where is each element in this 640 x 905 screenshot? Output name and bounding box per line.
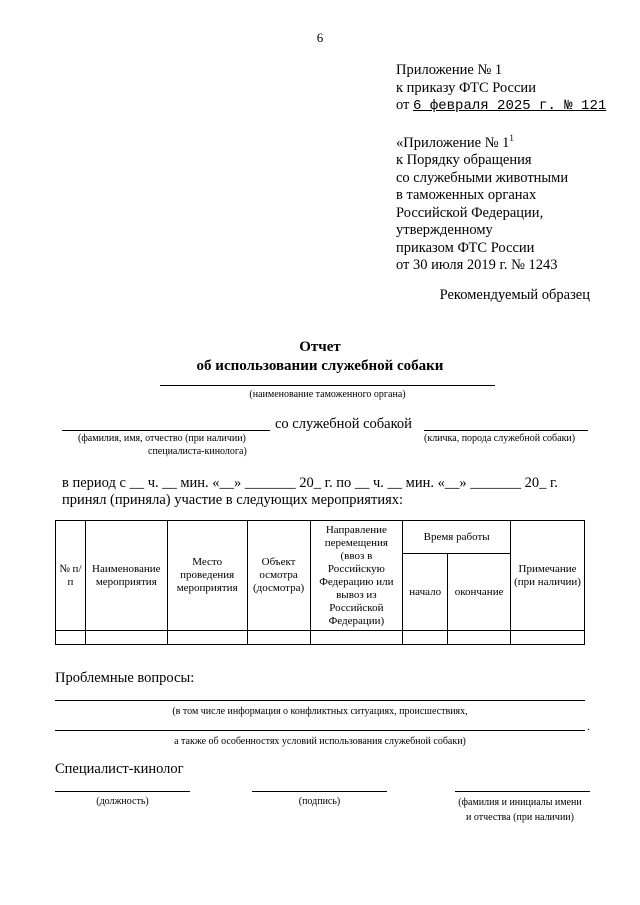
appendix-line-3 [396, 97, 606, 116]
appendix-line-2: к приказу ФТС России [396, 79, 536, 96]
quoted-appendix-title-text: «Приложение № 1 [396, 134, 510, 151]
report-title: Отчет [299, 339, 341, 355]
table-cell[interactable] [310, 631, 403, 645]
table-cell[interactable] [403, 631, 448, 645]
quoted-appendix [396, 130, 568, 275]
header-name: Наименование мероприятия [85, 521, 167, 631]
problems-caption-2: а также об особенностях условий использования служебной собаки) [174, 736, 466, 747]
quoted-appendix-line: в таможенных органах [396, 187, 537, 204]
table-cell[interactable] [511, 631, 585, 645]
quoted-appendix-line: приказом ФТС России [396, 239, 535, 256]
appendix-date-prefix: от [396, 97, 410, 113]
header-place: Место проведения мероприятия [167, 521, 247, 631]
specialist-caption-line-2: специалиста-кинолога) [148, 446, 247, 457]
position-line[interactable] [55, 791, 190, 792]
dog-caption: (кличка, порода служебной собаки) [424, 433, 576, 444]
table-cell[interactable] [85, 631, 167, 645]
appendix-date-value: 6 февраля 2025 г. № 121 [413, 98, 607, 114]
problems-label: Проблемные вопросы: [55, 670, 195, 686]
customs-body-caption: (наименование таможенного органа) [249, 389, 406, 400]
events-table [55, 520, 585, 645]
header-num: № п/п [56, 521, 86, 631]
position-caption: (должность) [96, 796, 149, 807]
problems-caption-1: (в том числе информация о конфликтных ситуациях, происшествиях, [172, 706, 468, 717]
fullname-caption-line-1: (фамилия и инициалы имени [458, 797, 582, 808]
table-header-row [56, 521, 585, 554]
customs-body-line[interactable] [160, 385, 495, 386]
dog-name-line[interactable] [424, 430, 588, 431]
header-direction: Направление перемещения (ввоз в Российскую Федерацию или вывоз из Российской Федерации) [310, 521, 403, 631]
participation-line: принял (приняла) участие в следующих мероприятиях: [62, 492, 404, 508]
quoted-appendix-line: со служебными животными [396, 169, 569, 186]
signature-caption: (подпись) [298, 796, 341, 807]
quoted-appendix-title [396, 130, 568, 152]
header-object: Объект осмотра (досмотра) [247, 521, 310, 631]
table-cell[interactable] [247, 631, 310, 645]
sample-note: Рекомендуемый образец [439, 287, 590, 303]
appendix-header [396, 62, 606, 116]
quoted-appendix-line: утвержденному [396, 222, 493, 239]
quoted-appendix-superscript: 1 [509, 133, 514, 143]
quoted-appendix-line: к Порядку обращения [396, 152, 532, 169]
table-cell[interactable] [448, 631, 511, 645]
problems-line-1[interactable] [55, 700, 585, 701]
specialist-caption [62, 432, 302, 458]
report-subtitle: об использовании служебной собаки [196, 358, 444, 374]
period-line: в период с __ ч. __ мин. «__» _______ 20_ г. по __ ч. __ мин. «__» _______ 20_ г. [62, 475, 558, 491]
header-note: Примечание (при наличии) [511, 521, 585, 631]
signature-line[interactable] [252, 791, 387, 792]
header-worktime: Время работы [403, 521, 511, 554]
header-start: начало [403, 554, 448, 631]
quoted-appendix-line: от 30 июля 2019 г. № 1243 [396, 257, 558, 274]
problems-period: . [587, 719, 590, 733]
fullname-caption-line-2: и отчества (при наличии) [466, 812, 574, 823]
header-end: окончание [448, 554, 511, 631]
problems-line-2[interactable] [55, 730, 585, 731]
table-cell[interactable] [167, 631, 247, 645]
appendix-line-1: Приложение № 1 [396, 62, 503, 78]
fullname-line[interactable] [455, 791, 590, 792]
specialist-name-line[interactable] [62, 430, 270, 431]
fullname-caption [440, 795, 600, 825]
specialist-role-label: Специалист-кинолог [55, 761, 184, 777]
specialist-caption-line-1: (фамилия, имя, отчество (при наличии) [78, 433, 246, 444]
quoted-appendix-line: Российской Федерации, [396, 204, 544, 221]
table-row [56, 631, 585, 645]
page-number: 6 [316, 30, 324, 45]
with-dog-label: со служебной собакой [275, 416, 412, 432]
table-cell[interactable] [56, 631, 86, 645]
